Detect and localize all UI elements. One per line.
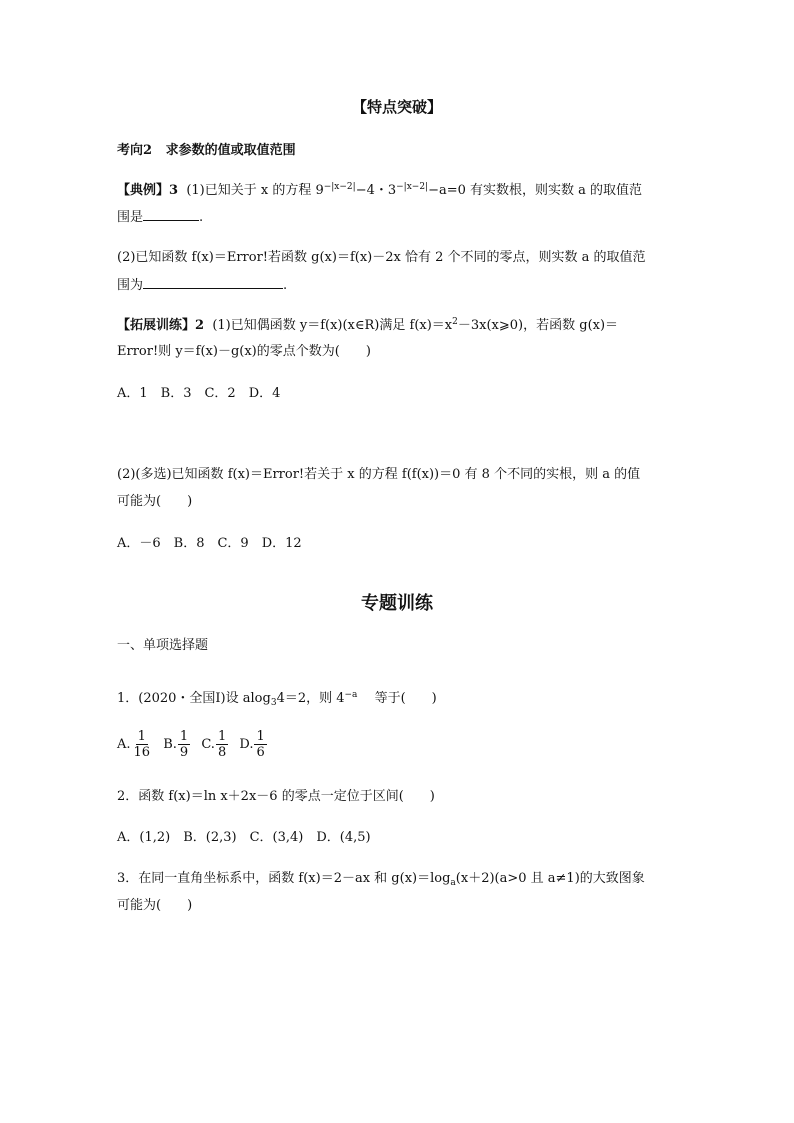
fraction: $\frac{1}{16}$: [133, 729, 151, 760]
fraction: $\frac{1}{9}$: [179, 729, 189, 760]
practice-options-1: A．1 B．3 C．2 D．4: [117, 386, 281, 401]
topic-title: 专题训练: [361, 593, 433, 614]
question-2-options: A．(1,2) B．(2,3) C．(3,4) D．(4,5): [117, 830, 371, 845]
question-1: 1．(2020・全国Ⅰ)设 alog$_3$4＝2，则 $4^{-a}$ 等于( ): [117, 690, 437, 708]
question-1-options: [117, 729, 274, 761]
practice-tag: 【拓展训练】2: [117, 318, 205, 333]
question-3-line-2: 可能为( ): [117, 898, 193, 913]
question-3-line-1: 3．在同一直角坐标系中，函数 f(x)＝2－ax 和 $g(x)=\log_a(x+2)(a>0$ 且 a≠1)的大致图象: [117, 871, 645, 888]
answer-blank: [143, 275, 283, 289]
option-d: D. $\frac{1}{6}$: [239, 729, 265, 760]
fraction: $\frac{1}{6}$: [256, 729, 265, 760]
example-line-1: 【典例】3 (1)已知关于 x 的方程 $9^{-|x-2|}-4$・$3^{-|x-2|}-a=0$ 有实数根，则实数 a 的取值范: [117, 182, 643, 198]
example-tag: 【典例】3: [117, 183, 179, 198]
option-c: C. $\frac{1}{8}$: [201, 729, 227, 760]
section-title: 【特点突破】: [351, 98, 442, 116]
direction-title: 求参数的值或取值范围: [165, 143, 296, 158]
part-one-heading: 一、单项选择题: [117, 638, 209, 653]
direction-label: 考向2: [117, 143, 153, 158]
practice-part2-line-2: 可能为( ): [117, 494, 193, 509]
practice-line-1: 【拓展训练】2 (1)已知偶函数 y＝f(x)(x∈R)满足 $f(x)=x^2-3x(x⩾0)$，若函数 g(x)＝: [117, 317, 619, 333]
direction-heading: [117, 141, 296, 161]
option-a: A. $\frac{1}{16}$: [117, 729, 151, 760]
practice-options-2: A．－6 B．8 C．9 D．12: [117, 536, 302, 551]
example-part2-line-2: 围为 .: [117, 275, 287, 296]
answer-blank: [143, 207, 199, 221]
fraction: $\frac{1}{8}$: [217, 729, 227, 760]
practice-part2-line-1: (2)(多选)已知函数 f(x)＝Error!若关于 x 的方程 f(f(x))＝0 有 8 个不同的实根，则 a 的值: [117, 467, 641, 482]
practice-line-2: Error!则 y＝f(x)－g(x)的零点个数为( ): [117, 344, 371, 359]
question-2: 2．函数 f(x)＝ln x＋2x－6 的零点一定位于区间( ): [117, 789, 435, 804]
example-line-2: 围是 .: [117, 207, 203, 228]
option-b: B. $\frac{1}{9}$: [163, 729, 189, 760]
example-part2-line-1: (2)已知函数 f(x)＝Error!若函数 g(x)＝f(x)－2x 恰有 2 个不同的零点，则实数 a 的取值范: [117, 250, 646, 265]
